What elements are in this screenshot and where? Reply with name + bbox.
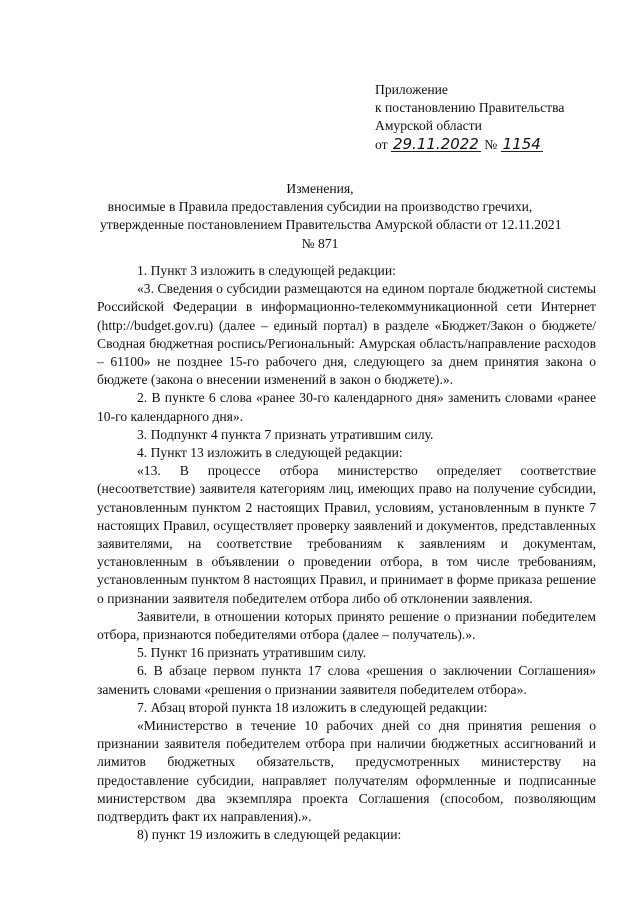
appendix-line-3: Амурской области	[375, 118, 482, 134]
paragraph: «13. В процессе отбора министерство определяет соответствие (несоответствие) заявителя категориям лиц, имеющих право на получение субсидии, установленным пунктом 2 настоящих Правил, условиям, установленным в пункте 7 настоящих Правил, осуществляет проверку заявлений и документов, представленных заявителями, на соответствие требованиям к заявлениям и документам, установленным в объявлении о проведении отбора, в том числе требованиям, установленным пунктом 8 настоящих Правил, и принимает в форме приказа решение о признании заявителя победителем отбора либо об отклонении заявления.	[97, 463, 596, 606]
handwritten-number: 1154	[502, 134, 541, 153]
paragraph: 4. Пункт 13 изложить в следующей редакции:	[137, 445, 403, 461]
document-title	[100, 180, 562, 253]
paragraph: 8) пункт 19 изложить в следующей редакции:	[137, 827, 402, 843]
paragraph: 3. Подпункт 4 пункта 7 признать утратившим силу.	[137, 426, 434, 442]
title-heading: Изменения,	[286, 181, 354, 196]
appendix-date-number	[375, 136, 625, 154]
paragraph: «Министерство в течение 10 рабочих дней со дня принятия решения о признании заявителя победителем отбора при наличии бюджетных ассигнований и лимитов бюджетных обязательств, предусмотренных министерству на предоставление субсидии, направляет получателям оформленные и подписанные министерством два экземпляра проекта Соглашения (способом, позволяющим подтвердить факт их направления).».	[97, 718, 596, 825]
from-prefix: от	[375, 136, 388, 152]
title-line-3: утвержденные постановлением Правительства Амурской области от 12.11.2021	[100, 217, 562, 233]
number-sign: №	[484, 136, 498, 152]
handwritten-date: 29.11.2022	[392, 134, 479, 153]
appendix-label: Приложение	[375, 82, 448, 97]
paragraph: 2. В пункте 6 слова «ранее 30-го календарного дня» заменить словами «ранее 10-го календарного дня».	[97, 390, 596, 424]
paragraph: 7. Абзац второй пункта 18 изложить в следующей редакции:	[137, 699, 488, 715]
paragraph: 6. В абзаце первом пункта 17 слова «решения о заключении Соглашения» заменить словами «решения о признании заявителя победителем отбора».	[97, 663, 596, 697]
paragraph: Заявители, в отношении которых принято решение о признании победителем отбора, признаются победителями отбора (далее – получатель).».	[97, 608, 596, 643]
title-line-4: № 871	[301, 235, 339, 251]
appendix-line-2: к постановлению Правительства	[375, 100, 565, 116]
paragraph: 1. Пункт 3 изложить в следующей редакции:	[137, 263, 396, 278]
appendix-stamp	[375, 81, 625, 154]
title-line-2: вносимые в Правила предоставления субсидии на производство гречихи,	[107, 199, 533, 215]
paragraph: 5. Пункт 16 признать утратившим силу.	[137, 645, 367, 661]
document-body	[97, 262, 596, 845]
paragraph: «3. Сведения о субсидии размещаются на едином портале бюджетной системы Российской Федерации в информационно-телекоммуникационной сети Интернет (http://budget.gov.ru) (далее – единый портал) в разделе «Бюджет/Закон о бюджете/Сводная бюджетная роспись/Региональный: Амурская область/направление расходов – 61100» не позднее 15-го рабочего дня, следующего за днем принятия закона о бюджете (закона о внесении изменений в закон о бюджете).».	[97, 281, 596, 388]
